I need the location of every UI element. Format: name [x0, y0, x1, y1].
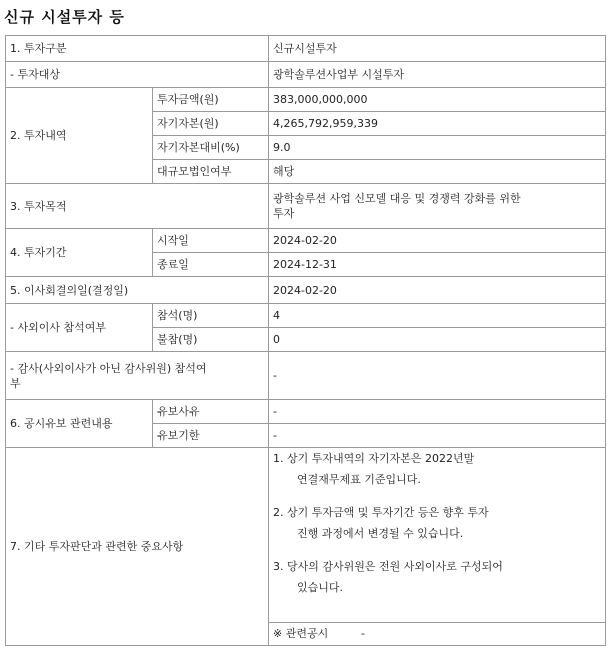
table-row: [6, 36, 606, 62]
deferral-period-label: 유보기한: [153, 424, 269, 448]
other-matters-value: [269, 448, 606, 646]
table-row: [6, 184, 606, 229]
deferral-period-value: -: [269, 424, 606, 448]
note-3-line-2: 있습니다.: [297, 581, 344, 594]
related-disclosure-value: -: [361, 627, 365, 640]
investment-purpose-label: 3. 투자목적: [6, 184, 269, 229]
note-2-line-1: 2. 상기 투자금액 및 투자기간 등은 향후 투자: [273, 506, 489, 519]
investment-details-label: 2. 투자내역: [6, 88, 153, 184]
deferral-reason-value: -: [269, 400, 606, 424]
audit-attend-label: [6, 352, 269, 400]
table-row: [6, 448, 606, 646]
table-row: [6, 277, 606, 304]
table-row: [6, 400, 606, 424]
investment-target-value: 광학솔루션사업부 시설투자: [269, 62, 606, 88]
end-date-value: 2024-12-31: [269, 253, 606, 277]
attend-label: 참석(명): [153, 304, 269, 328]
absent-value: 0: [269, 328, 606, 352]
equity-ratio-value: 9.0: [269, 136, 606, 160]
investment-amount-label: 투자금액(원): [153, 88, 269, 112]
deferral-reason-label: 유보사유: [153, 400, 269, 424]
board-resolution-value: 2024-02-20: [269, 277, 606, 304]
notes-block: [269, 448, 605, 622]
attend-value: 4: [269, 304, 606, 328]
investment-amount-value: 383,000,000,000: [269, 88, 606, 112]
large-corp-value: 해당: [269, 160, 606, 184]
equity-value: 4,265,792,959,339: [269, 112, 606, 136]
large-corp-label: 대규모법인여부: [153, 160, 269, 184]
disclosure-deferral-label: 6. 공시유보 관련내용: [6, 400, 153, 448]
start-date-value: 2024-02-20: [269, 229, 606, 253]
board-resolution-label: 5. 이사회결의일(결정일): [6, 277, 269, 304]
table-row: [6, 62, 606, 88]
purpose-line-2: 투자: [273, 207, 295, 220]
page-title: 신규 시설투자 등: [4, 8, 125, 26]
audit-attend-value: -: [269, 352, 606, 400]
related-disclosure-label: ※ 관련공시: [273, 627, 329, 640]
start-date-label: 시작일: [153, 229, 269, 253]
end-date-label: 종료일: [153, 253, 269, 277]
related-disclosure-row: [269, 622, 605, 644]
disclosure-table: [5, 35, 606, 646]
table-row: [6, 88, 606, 112]
table-row: [6, 352, 606, 400]
absent-label: 불참(명): [153, 328, 269, 352]
investment-target-label: - 투자대상: [6, 62, 269, 88]
investment-period-label: 4. 투자기간: [6, 229, 153, 277]
equity-ratio-label: 자기자본대비(%): [153, 136, 269, 160]
table-row: [6, 304, 606, 328]
note-3-line-1: 3. 당사의 감사위원은 전원 사외이사로 구성되어: [273, 560, 503, 573]
audit-attend-line-2: 부: [10, 376, 21, 390]
note-1-line-1: 1. 상기 투자내역의 자기자본은 2022년말: [273, 452, 475, 465]
note-1-line-2: 연결재무제표 기준입니다.: [297, 473, 421, 486]
equity-label: 자기자본(원): [153, 112, 269, 136]
purpose-line-1: 광학솔루션 사업 신모델 대응 및 경쟁력 강화를 위한: [273, 192, 521, 205]
note-2-line-2: 진행 과정에서 변경될 수 있습니다.: [297, 527, 464, 540]
table-row: [6, 229, 606, 253]
investment-purpose-value: [269, 184, 606, 229]
investment-type-value: 신규시설투자: [269, 36, 606, 62]
other-matters-label: 7. 기타 투자판단과 관련한 중요사항: [6, 448, 269, 646]
outside-director-label: - 사외이사 참석여부: [6, 304, 153, 352]
investment-type-label: 1. 투자구분: [6, 36, 269, 62]
audit-attend-line-1: - 감사(사외이사가 아닌 감사위원) 참석여: [10, 361, 207, 375]
